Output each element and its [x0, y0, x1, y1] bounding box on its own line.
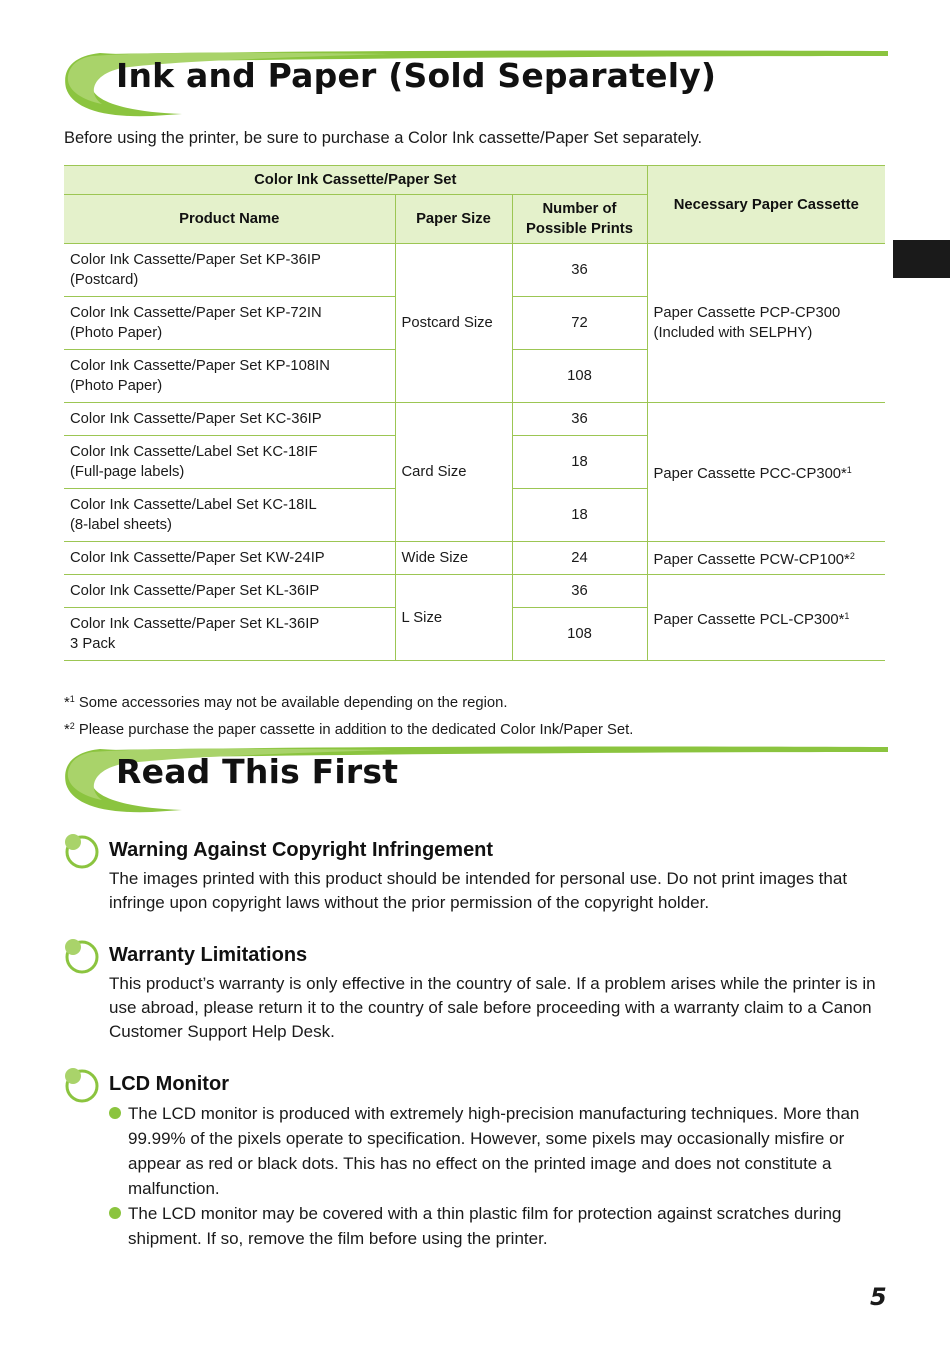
bullet-dot-icon [109, 1107, 121, 1119]
prints-cell: 36 [512, 244, 647, 297]
table-group-header: Color Ink Cassette/Paper Set [64, 166, 647, 195]
section-banner-read-first [62, 744, 888, 816]
bullet-dot-icon [109, 1207, 121, 1219]
cassette-cell: Paper Cassette PCP-CP300 (Included with SELPHY) [647, 244, 885, 403]
product-name-cell: Color Ink Cassette/Paper Set KC-36IP [64, 403, 395, 436]
table-row [64, 575, 885, 608]
table-row [64, 244, 885, 297]
product-name-cell: Color Ink Cassette/Paper Set KW-24IP [64, 542, 395, 575]
page-number: 5 [870, 1283, 887, 1311]
prints-cell: 108 [512, 350, 647, 403]
col-header-paper-size: Paper Size [395, 195, 512, 244]
footnote-2: *$^2$ Please purchase the paper cassette in addition to the dedicated Color Ink/Paper Set. [64, 721, 634, 738]
paper-size-cell: L Size [395, 575, 512, 661]
prints-cell: 24 [512, 542, 647, 575]
product-name-cell: Color Ink Cassette/Label Set KC-18IL (8-label sheets) [64, 489, 395, 542]
copyright-heading: Warning Against Copyright Infringement [109, 839, 494, 861]
table-row [64, 542, 885, 575]
prints-cell: 18 [512, 489, 647, 542]
list-item: The LCD monitor may be covered with a thin plastic film for protection against scratches during shipment. If so, remove the film before using the printer. [109, 1201, 869, 1251]
paper-size-cell: Wide Size [395, 542, 512, 575]
warranty-body: This product’s warranty is only effective in the country of sale. If a problem arises while the printer is in use abroad, please return it to the country of sale before proceeding with a warranty claim to a Canon Customer Support Help Desk. [109, 974, 876, 1041]
product-name-cell: Color Ink Cassette/Paper Set KP-36IP (Postcard) [64, 244, 395, 297]
cassette-cell: Paper Cassette PCW-CP100*$^2$ [647, 542, 885, 575]
paper-size-cell: Card Size [395, 403, 512, 542]
col-header-prints: Number of Possible Prints [512, 195, 647, 244]
paper-size-cell: Postcard Size [395, 244, 512, 403]
prints-cell: 18 [512, 436, 647, 489]
product-name-cell: Color Ink Cassette/Paper Set KP-72IN (Photo Paper) [64, 297, 395, 350]
section-banner-ink-paper [62, 48, 888, 120]
green-circle-icon [64, 833, 100, 869]
chapter-tab-marker [893, 240, 950, 278]
green-circle-icon [64, 1067, 100, 1103]
copyright-section [64, 833, 884, 923]
list-item: The LCD monitor is produced with extremely high-precision manufacturing techniques. More than 99.99% of the pixels operate to specification. However, some pixels may occasionally misfire or appear as red or black dots. This has no effect on the printed image and does not constitute a malfunction. [109, 1101, 869, 1201]
copyright-body: The images printed with this product should be intended for personal use. Do not print images that infringe upon copyright laws without the prior permission of the copyright holder. [109, 869, 848, 912]
lcd-bullet-list [109, 1101, 869, 1251]
prints-cell: 72 [512, 297, 647, 350]
col-header-cassette: Necessary Paper Cassette [647, 166, 885, 244]
product-name-cell: Color Ink Cassette/Paper Set KL-36IP [64, 575, 395, 608]
prints-cell: 36 [512, 403, 647, 436]
ink-paper-table [64, 165, 885, 661]
col-header-product: Product Name [64, 195, 395, 244]
footnote-1: *$^1$ Some accessories may not be available depending on the region. [64, 694, 508, 711]
warranty-section [64, 938, 884, 1053]
page-title: Ink and Paper (Sold Separately) [116, 56, 717, 95]
lcd-heading: LCD Monitor [109, 1073, 229, 1095]
warranty-heading: Warranty Limitations [109, 944, 308, 966]
product-name-cell: Color Ink Cassette/Paper Set KP-108IN (Photo Paper) [64, 350, 395, 403]
product-name-cell: Color Ink Cassette/Label Set KC-18IF (Full-page labels) [64, 436, 395, 489]
prints-cell: 108 [512, 608, 647, 661]
table-row [64, 403, 885, 436]
green-circle-icon [64, 938, 100, 974]
section-title: Read This First [116, 752, 399, 791]
cassette-cell: Paper Cassette PCL-CP300*$^1$ [647, 575, 885, 661]
prints-cell: 36 [512, 575, 647, 608]
product-name-cell: Color Ink Cassette/Paper Set KL-36IP 3 Pack [64, 608, 395, 661]
footnotes [64, 689, 633, 743]
intro-text: Before using the printer, be sure to purchase a Color Ink cassette/Paper Set separately. [64, 129, 703, 147]
cassette-cell: Paper Cassette PCC-CP300*$^1$ [647, 403, 885, 542]
lcd-section [64, 1067, 884, 1257]
